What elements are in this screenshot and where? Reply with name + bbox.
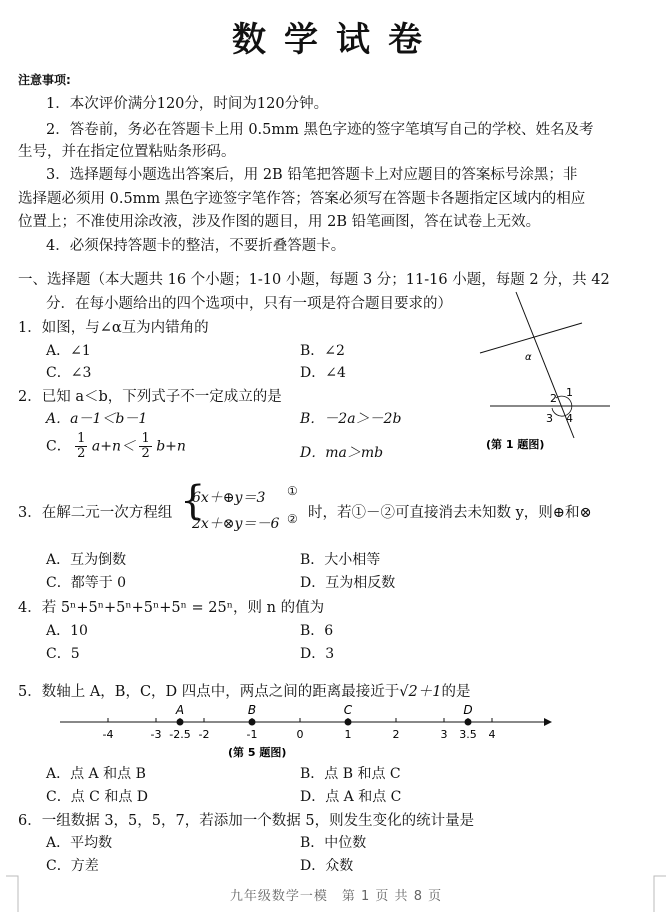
- number-line: [60, 698, 560, 760]
- axis-tick-label: 0: [296, 728, 304, 741]
- option-c: [46, 432, 186, 461]
- axis-tick-label: 1: [344, 728, 352, 741]
- option-c-mid: a+n＜: [91, 438, 135, 455]
- option-a: A．∠1: [46, 343, 91, 359]
- option-b: B．－2a＞－2b: [300, 411, 402, 427]
- axis-tick-label: -2.5: [169, 728, 191, 741]
- note-line: 1．本次评价满分120分，时间为120分钟。: [46, 96, 329, 112]
- page-footer: 九年级数学一模 第 1 页 共 8 页: [229, 889, 443, 904]
- option-b: B．大小相等: [300, 552, 381, 568]
- axis-tick-label: -3: [150, 728, 162, 741]
- option-d: D．众数: [300, 858, 354, 874]
- brace: {: [180, 478, 206, 524]
- axis-point-label: D: [463, 703, 473, 717]
- option-c-prefix: C．: [46, 438, 71, 455]
- axis-point-b: [249, 719, 256, 726]
- axis-point-label: B: [247, 703, 257, 717]
- option-c: C．点 C 和点 D: [46, 789, 148, 805]
- question-stem: 1．如图，与∠α互为内错角的: [18, 320, 209, 336]
- option-d: D．3: [300, 646, 335, 662]
- equation-2: 2x＋⊗y＝－6: [192, 516, 280, 532]
- option-a: A．点 A 和点 B: [46, 766, 146, 782]
- note-line: 位置上；不准使用涂改液，涉及作图的题目，用 2B 铅笔画图，答在试卷上无效。: [18, 214, 541, 230]
- question-stem-suffix: 时，若①－②可直接消去未知数 y，则⊕和⊗: [308, 505, 592, 521]
- option-b: B．6: [300, 623, 334, 639]
- equation-mark-2: ②: [287, 512, 298, 526]
- note-line: 生号，并在指定位置粘贴条形码。: [18, 144, 236, 160]
- option-a: A．平均数: [46, 835, 113, 851]
- option-a: A．10: [46, 623, 88, 639]
- axis-arrow: [544, 718, 552, 726]
- label-alpha: α: [525, 352, 532, 363]
- figure-5-caption: (第 5 题图): [228, 746, 287, 759]
- section-heading: 一、选择题（本大题共 16 个小题；1-10 小题，每题 3 分；11-16 小题，每题 2 分，共 42: [18, 272, 610, 288]
- label-2: 2: [550, 392, 557, 405]
- question-stem: 5．数轴上 A，B，C，D 四点中，两点之间的距离最接近于√2＋1的是: [18, 684, 471, 700]
- note-line: 选择题必须用 0.5mm 黑色字迹签字笔作答；答案必须写在答题卡各题指定区域内的相应: [18, 191, 586, 207]
- option-c: C．∠3: [46, 365, 92, 381]
- axis-tick-label: 2: [392, 728, 400, 741]
- axis-tick-label: -2: [198, 728, 210, 741]
- note-line: 2．答卷前，务必在答题卡上用 0.5mm 黑色字迹的签字笔填写自己的学校、姓名及考: [46, 122, 594, 138]
- question-stem-prefix: 3．在解二元一次方程组: [18, 505, 173, 521]
- option-c: C．都等于 0: [46, 575, 127, 591]
- equation-1: 6x＋⊕y＝3: [192, 490, 266, 506]
- option-b: B．∠2: [300, 343, 345, 359]
- axis-point-c: [345, 719, 352, 726]
- axis-point-label: A: [175, 703, 185, 717]
- axis-tick-label: 4: [488, 728, 496, 741]
- axis-point-a: [177, 719, 184, 726]
- note-line: 3．选择题每小题选出答案后，用 2B 铅笔把答题卡上对应题目的答案标号涂黑；非: [46, 167, 578, 183]
- section-heading: 分．在每小题给出的四个选项中，只有一项是符合题目要求的）: [46, 296, 452, 312]
- axis-tick-label: 3.5: [459, 728, 477, 741]
- question-stem: 2．已知 a＜b，下列式子不一定成立的是: [18, 389, 282, 405]
- note-line: 4．必须保持答题卡的整洁，不要折叠答题卡。: [46, 238, 346, 254]
- label-1: 1: [566, 386, 573, 399]
- option-b: B．点 B 和点 C: [300, 766, 401, 782]
- page-title: 数学试卷: [232, 20, 440, 60]
- option-d: D．互为相反数: [300, 575, 396, 591]
- label-3: 3: [546, 412, 553, 425]
- sqrt-expression: √2＋1: [399, 684, 442, 700]
- option-c: C．5: [46, 646, 80, 662]
- question-stem: 4．若 5ⁿ+5ⁿ+5ⁿ+5ⁿ+5ⁿ = 25ⁿ，则 n 的值为: [18, 600, 325, 616]
- option-d: D．点 A 和点 C: [300, 789, 402, 805]
- option-d: D．ma＞mb: [300, 445, 384, 461]
- equation-mark-1: ①: [287, 484, 298, 498]
- option-a: A．a－1＜b－1: [46, 411, 148, 427]
- option-c-end: b+n: [156, 438, 186, 455]
- option-b: B．中位数: [300, 835, 367, 851]
- axis-tick-label: 3: [440, 728, 448, 741]
- fraction-half: $\frac{1}{2}$: [141, 431, 150, 461]
- notes-heading: 注意事项:: [18, 73, 71, 87]
- option-c: C．方差: [46, 858, 99, 874]
- option-a: A．互为倒数: [46, 552, 127, 568]
- figure-1: [470, 290, 630, 460]
- axis-tick-label: -4: [102, 728, 114, 741]
- option-d: D．∠4: [300, 365, 346, 381]
- parallel-line-top: [480, 323, 582, 353]
- fraction-half: $\frac{1}{2}$: [77, 431, 86, 461]
- axis-point-label: C: [343, 703, 353, 717]
- axis-tick-label: -1: [246, 728, 258, 741]
- question-stem: 6．一组数据 3，5，5，7，若添加一个数据 5，则发生变化的统计量是: [18, 813, 475, 829]
- label-4: 4: [566, 412, 573, 425]
- figure-1-caption: (第 1 题图): [486, 438, 545, 451]
- axis-point-d: [465, 719, 472, 726]
